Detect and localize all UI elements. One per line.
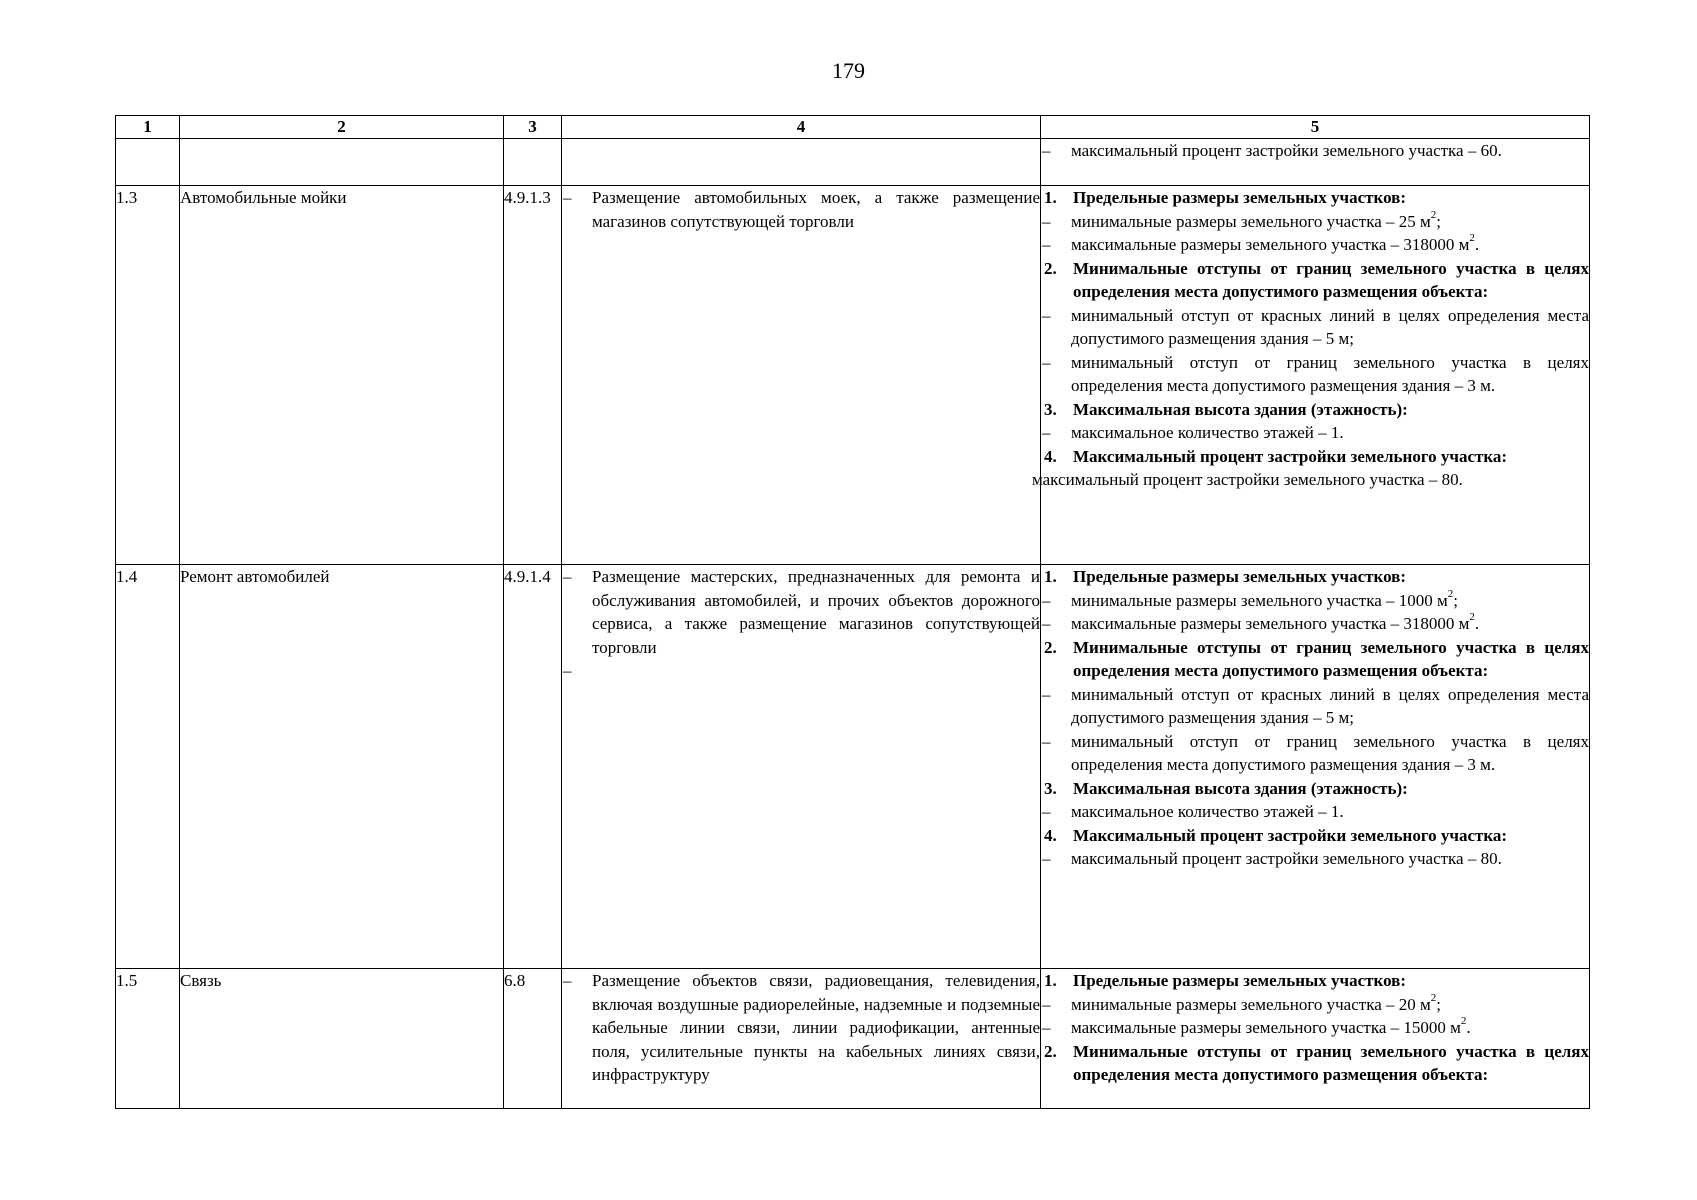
list-item [562, 659, 1040, 683]
item-text-main: максимальные размеры земельного участка – 318000 м [1071, 614, 1470, 633]
list-item [562, 969, 1040, 1087]
dash-bullet: – [1042, 614, 1051, 633]
item-number: 4. [1044, 446, 1057, 466]
item-text [1071, 612, 1589, 636]
item-text-main: минимальные размеры земельного участка – 20 м [1071, 994, 1431, 1014]
item-text: Максимальная высота здания (этажность): [1073, 778, 1408, 798]
list-item [1041, 969, 1589, 993]
params-list [1041, 139, 1589, 163]
cell-empty [116, 139, 180, 186]
list-item [1041, 445, 1589, 469]
item-text [1071, 210, 1589, 234]
item-text-tail: ; [1436, 211, 1441, 231]
item-text: максимальное количество этажей – 1. [1071, 802, 1344, 821]
list-item [1041, 777, 1589, 801]
item-text-main: максимальные размеры земельного участка – 318000 м [1071, 235, 1470, 254]
params-list [1041, 969, 1589, 1087]
item-text: Предельные размеры земельных участков: [1073, 567, 1407, 586]
item-text: Размещение объектов связи, радиовещания, телевидения, включая воздушные радиорелейные, надземные и подземные кабельные линии связи, линии радиофикации, антенные поля, усилительные пункты на кабельных линиях связи, инфраструктуру [592, 971, 1040, 1084]
item-number: 2. [1044, 258, 1057, 278]
description-list [562, 565, 1040, 683]
superscript: 2 [1447, 587, 1454, 600]
list-item [1041, 1040, 1589, 1087]
superscript: 2 [1469, 611, 1475, 624]
item-text: минимальный отступ от границ земельного участка в целях определения места допустимого размещения здания – 3 м. [1071, 352, 1589, 395]
table-row [116, 969, 1590, 1109]
item-text: Минимальные отступы от границ земельного участка в целях определения места допустимого размещения объекта: [1073, 1041, 1589, 1084]
cell-description [562, 565, 1041, 969]
cell-use-name: Ремонт автомобилей [180, 565, 504, 969]
item-text [1071, 993, 1589, 1017]
list-item [1041, 589, 1589, 613]
dash-bullet: – [1042, 590, 1051, 610]
list-item [1041, 233, 1589, 257]
dash-bullet: – [1042, 305, 1051, 325]
dash-bullet: – [563, 661, 572, 680]
cell-params [1032, 186, 1590, 565]
superscript: 2 [1430, 991, 1437, 1004]
header-col-4: 4 [562, 116, 1041, 139]
list-item [1041, 636, 1589, 683]
item-number: 1. [1044, 971, 1057, 990]
item-number: 3. [1044, 399, 1057, 419]
dash-bullet: – [563, 188, 572, 207]
dash-bullet: – [1042, 352, 1051, 372]
item-text: Размещение автомобильных моек, а также размещение магазинов сопутствующей торговли [592, 188, 1040, 231]
list-item [1041, 800, 1589, 824]
cell-description [562, 969, 1041, 1109]
item-text: максимальный процент застройки земельного участка – 80. [1032, 470, 1463, 489]
list-item [1041, 186, 1589, 210]
header-col-5: 5 [1041, 116, 1590, 139]
item-number: 2. [1044, 637, 1057, 657]
list-item [1041, 824, 1589, 848]
header-col-1: 1 [116, 116, 180, 139]
cell-empty [562, 139, 1041, 186]
item-text: Минимальные отступы от границ земельного участка в целях определения места допустимого размещения объекта: [1073, 258, 1589, 301]
header-col-2: 2 [180, 116, 504, 139]
superscript: 2 [1430, 208, 1437, 221]
list-item [1032, 468, 1589, 492]
cell-empty [180, 139, 504, 186]
list-item [1041, 1016, 1589, 1040]
dash-bullet: – [1042, 1018, 1051, 1037]
item-text: Максимальная высота здания (этажность): [1073, 399, 1408, 419]
item-text-tail: . [1466, 1018, 1471, 1037]
cell-use-code: 6.8 [504, 969, 562, 1109]
item-number: 1. [1044, 567, 1057, 586]
item-text-main: минимальные размеры земельного участка – 1000 м [1071, 590, 1448, 610]
list-item [562, 186, 1040, 233]
item-text: Предельные размеры земельных участков: [1073, 188, 1407, 207]
dash-bullet: – [1042, 423, 1051, 442]
list-item [1041, 210, 1589, 234]
description-list [562, 969, 1040, 1087]
header-col-3: 3 [504, 116, 562, 139]
cell-row-number: 1.5 [116, 969, 180, 1109]
item-text-main: максимальные размеры земельного участка – 15000 м [1071, 1018, 1461, 1037]
cell-row-number: 1.3 [116, 186, 180, 565]
dash-bullet: – [563, 971, 572, 990]
item-number: 2. [1044, 1041, 1057, 1061]
description-list [562, 186, 1040, 233]
table-row [116, 565, 1590, 969]
item-text: Максимальный процент застройки земельного участка: [1073, 446, 1508, 466]
item-text [1071, 1016, 1589, 1040]
item-text-tail: ; [1436, 994, 1441, 1014]
item-text: максимальный процент застройки земельного участка – 60. [1071, 141, 1502, 160]
item-number: 3. [1044, 778, 1057, 798]
item-text: максимальное количество этажей – 1. [1071, 423, 1344, 442]
cell-description [562, 186, 1041, 565]
list-item [1041, 398, 1589, 422]
superscript: 2 [1469, 232, 1475, 245]
item-text: минимальный отступ от границ земельного участка в целях определения места допустимого размещения здания – 3 м. [1071, 731, 1589, 774]
page-number: 179 [832, 58, 865, 83]
item-text-tail: . [1474, 235, 1480, 254]
dash-bullet: – [1042, 802, 1051, 821]
dash-bullet: – [1042, 211, 1051, 231]
cell-use-code: 4.9.1.4 [504, 565, 562, 969]
list-item [1041, 612, 1589, 636]
cell-use-name: Связь [180, 969, 504, 1109]
item-text: Предельные размеры земельных участков: [1073, 971, 1407, 990]
list-item [1041, 421, 1589, 445]
item-text: Максимальный процент застройки земельного участка: [1073, 825, 1508, 845]
cell-use-name: Автомобильные мойки [180, 186, 504, 565]
item-text: минимальный отступ от красных линий в целях определения места допустимого размещения здания – 5 м; [1071, 684, 1589, 727]
params-list [1032, 186, 1589, 492]
item-number: 4. [1044, 825, 1057, 845]
dash-bullet: – [1042, 849, 1051, 868]
zoning-regulations-table [115, 115, 1590, 1109]
item-text-tail: ; [1453, 590, 1458, 610]
list-item [1041, 730, 1589, 777]
dash-bullet: – [1042, 994, 1051, 1014]
cell-use-code: 4.9.1.3 [504, 186, 562, 565]
item-text: Размещение мастерских, предназначенных для ремонта и обслуживания автомобилей, и прочих объектов дорожного сервиса, а также размещение магазинов сопутствующей торговли [592, 567, 1040, 657]
item-text-main: минимальные размеры земельного участка – 25 м [1071, 211, 1431, 231]
list-item [1041, 351, 1589, 398]
dash-bullet: – [1042, 141, 1051, 160]
item-text: Минимальные отступы от границ земельного участка в целях определения места допустимого размещения объекта: [1073, 637, 1589, 680]
table-row [116, 186, 1590, 565]
list-item [562, 565, 1040, 659]
list-item [1041, 847, 1589, 871]
list-item [1041, 139, 1589, 163]
list-item [1041, 304, 1589, 351]
list-item [1041, 683, 1589, 730]
dash-bullet: – [1042, 235, 1051, 254]
cell-empty [504, 139, 562, 186]
cell-params [1041, 969, 1590, 1109]
params-list [1041, 565, 1589, 871]
cell-params [1041, 139, 1590, 186]
item-text: минимальный отступ от красных линий в целях определения места допустимого размещения здания – 5 м; [1071, 305, 1589, 348]
item-text [1071, 233, 1589, 257]
cell-params [1041, 565, 1590, 969]
list-item [1041, 993, 1589, 1017]
superscript: 2 [1460, 1015, 1467, 1028]
cell-row-number: 1.4 [116, 565, 180, 969]
list-item [1041, 565, 1589, 589]
item-number: 1. [1044, 188, 1057, 207]
item-text-tail: . [1474, 614, 1480, 633]
table-header-row [116, 116, 1590, 139]
dash-bullet: – [1042, 684, 1051, 704]
dash-bullet: – [1042, 731, 1051, 751]
item-text [1071, 589, 1589, 613]
list-item [1041, 257, 1589, 304]
table-row-continuation [116, 139, 1590, 186]
dash-bullet: – [563, 567, 572, 586]
item-text: максимальный процент застройки земельного участка – 80. [1071, 849, 1502, 868]
